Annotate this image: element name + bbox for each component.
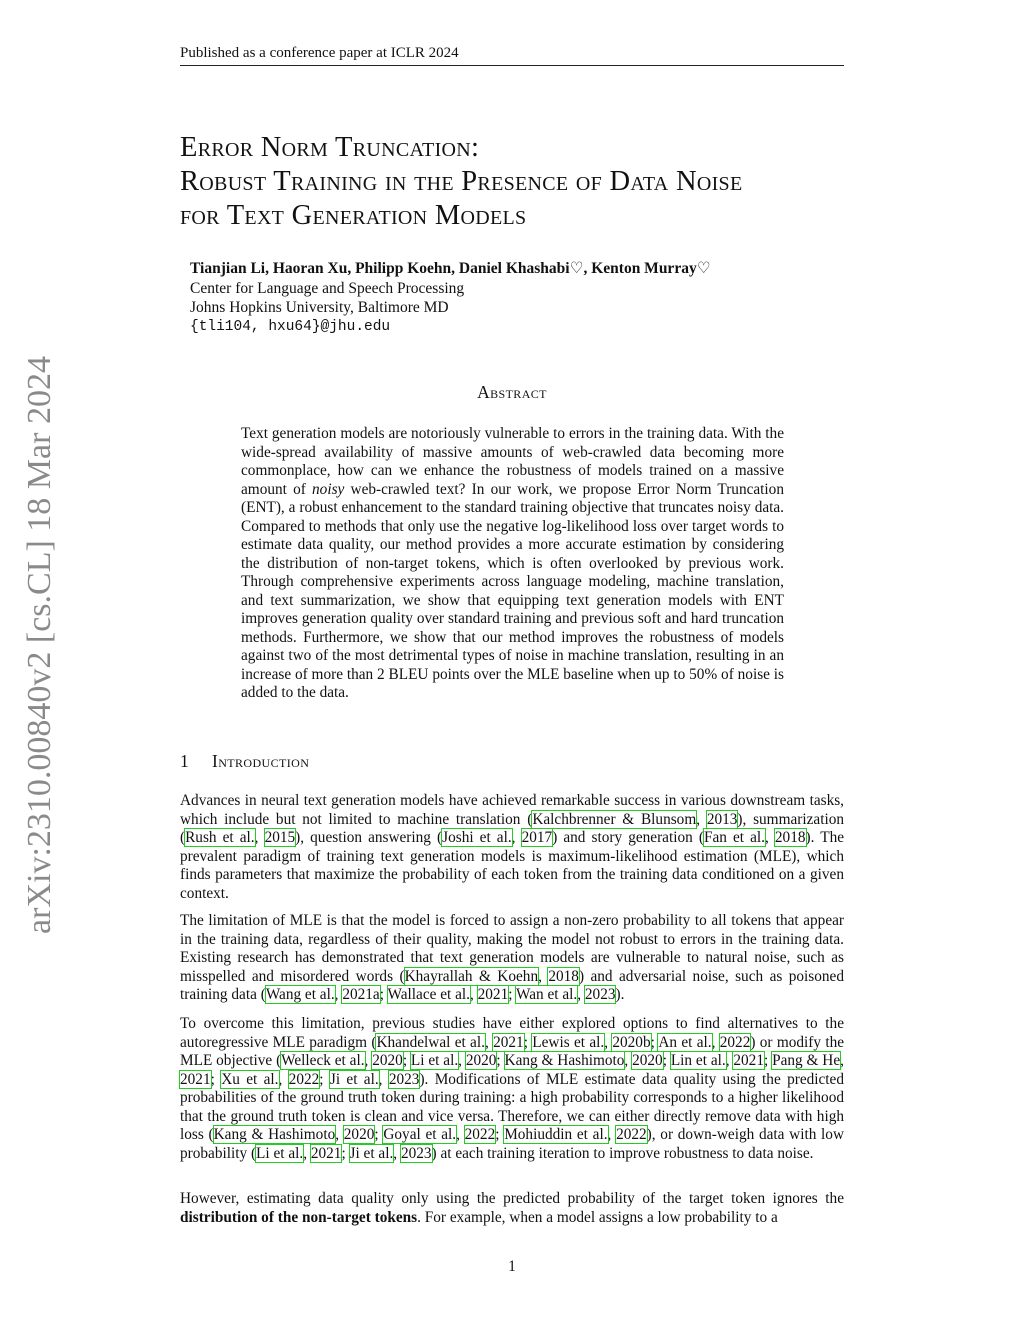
- arxiv-stamp: arXiv:2310.00840v2 [cs.CL] 18 Mar 2024: [21, 356, 58, 934]
- citation-separator: ;: [662, 1052, 671, 1069]
- abstract-text-part: Text generation models are notoriously vulnerable to errors in the training data. With the wide-spread availability of massive amounts of web-crawled data becoming more commonplace, how can we enhance the robustness of models trained on a massive amount of: [241, 425, 784, 498]
- citation-link[interactable]: Joshi et al.: [442, 829, 512, 846]
- citation-separator: ;: [496, 1052, 505, 1069]
- citation-separator: ,: [335, 1126, 344, 1143]
- paragraph-text: However, estimating data quality only using the predicted probability of the target token ignores the: [180, 1190, 844, 1207]
- citation-separator: ,: [538, 967, 549, 985]
- paragraph-text: ).: [615, 986, 625, 1003]
- citation-separator: ,: [378, 1070, 389, 1088]
- citation-link[interactable]: Li et al.: [410, 1052, 459, 1069]
- citation-separator: ,: [577, 986, 585, 1003]
- citation-link[interactable]: Khandelwal et al.: [376, 1033, 485, 1051]
- paragraph-text: Advances in neural text generation models have achieved remarkable success in various downstream tasks, which include but not limited to machine translation (: [180, 792, 844, 828]
- citation-link[interactable]: Pang & He: [772, 1052, 841, 1069]
- citation-link[interactable]: 2015: [264, 829, 296, 846]
- citation-link[interactable]: Khayrallah & Koehn: [404, 967, 539, 985]
- citation-separator: ,: [456, 1126, 465, 1143]
- intro-paragraph-4: [180, 1190, 844, 1227]
- abstract-text: [241, 425, 784, 703]
- title-line-1: Error Norm Truncation:: [180, 132, 480, 163]
- citation-link[interactable]: 2018: [548, 967, 579, 985]
- paragraph-text: ). The prevalent paradigm of training text generation models is maximum-likelihood estimation (MLE), which finds parameters that maximize the probability of each token from the training data conditioned on a given context.: [180, 829, 845, 902]
- citation-link[interactable]: 2021a: [342, 986, 380, 1003]
- citation-link[interactable]: Kalchbrenner & Blunsom: [532, 810, 697, 828]
- citation-separator: ,: [624, 1052, 633, 1069]
- citation-link[interactable]: Kang & Hashimoto: [213, 1126, 336, 1143]
- citation-link[interactable]: Li et al.: [256, 1144, 304, 1162]
- citation-separator: ;: [495, 1126, 505, 1143]
- author-email: {tli104, hxu64}@jhu.edu: [190, 318, 391, 335]
- citation-link[interactable]: Welleck et al.: [281, 1052, 365, 1069]
- citation-link[interactable]: 2022: [719, 1033, 751, 1051]
- citation-link[interactable]: Lin et al.: [670, 1052, 726, 1069]
- citation-link[interactable]: 2013: [706, 810, 738, 828]
- citation-separator: ,: [364, 1052, 373, 1069]
- citation-link[interactable]: 2020: [343, 1126, 375, 1143]
- section-title: Introduction: [212, 751, 310, 771]
- citation-link[interactable]: 2023: [400, 1144, 432, 1162]
- citation-link[interactable]: 2023: [584, 986, 616, 1003]
- citation-link[interactable]: 2020: [372, 1052, 403, 1069]
- citation-separator: ,: [254, 829, 265, 846]
- citation-separator: ;: [402, 1052, 411, 1069]
- running-header: Published as a conference paper at ICLR 2024: [180, 43, 844, 66]
- paragraph-text: ) at each training iteration to improve robustness to data noise.: [431, 1144, 814, 1162]
- citation-link[interactable]: 2018: [774, 829, 806, 846]
- citation-link[interactable]: 2017: [521, 829, 553, 846]
- citation-link[interactable]: Wan et al.: [516, 986, 578, 1003]
- citation-link[interactable]: Lewis et al.: [532, 1033, 605, 1051]
- citation-separator: ;: [341, 1144, 350, 1162]
- bold-phrase: distribution of the non-target tokens: [180, 1208, 418, 1226]
- citation-separator: ,: [840, 1052, 844, 1069]
- citation-separator: ;: [319, 1070, 330, 1088]
- citation-separator: ,: [484, 1033, 494, 1051]
- citation-separator: ,: [607, 1126, 617, 1143]
- paragraph-text: ). Modifications of MLE estimate data quality using the predicted probabilities of the ground truth token during training: a high probability corresponds to a higher likelihood that the ground truth token is clean and vice versa. Therefore, we can either directly remove data with high loss (: [180, 1070, 844, 1143]
- citation-link[interactable]: 2020b: [612, 1033, 651, 1051]
- title-line-2: Robust Training in the Presence of Data Noise: [180, 166, 743, 197]
- citation-separator: ,: [764, 829, 775, 846]
- abstract-heading: Abstract: [477, 382, 547, 402]
- citation-link[interactable]: Kang & Hashimoto: [504, 1052, 625, 1069]
- paragraph-text: To overcome this limitation, previous studies have either explored options to find alternatives to the autoregressive MLE paradigm (: [180, 1015, 844, 1051]
- citation-separator: ,: [458, 1052, 466, 1069]
- affiliation-line-1: Center for Language and Speech Processing: [190, 279, 465, 297]
- citation-link[interactable]: Ji et al.: [329, 1070, 379, 1088]
- citation-separator: ,: [278, 1070, 289, 1088]
- abstract-emphasis: noisy: [312, 480, 345, 498]
- citation-separator: ,: [511, 829, 522, 846]
- intro-paragraph-2: [180, 912, 844, 1005]
- citation-separator: ;: [523, 1033, 533, 1051]
- citation-separator: ,: [393, 1144, 401, 1162]
- section-number: 1: [180, 751, 190, 771]
- author-names: Tianjian Li, Haoran Xu, Philipp Koehn, Daniel Khashabi♡, Kenton Murray♡: [190, 260, 711, 277]
- intro-paragraph-3: [180, 1015, 844, 1163]
- citation-link[interactable]: Fan et al.: [703, 829, 765, 846]
- paragraph-text: ), question answering (: [295, 829, 443, 846]
- paper-title: [180, 131, 860, 233]
- citation-separator: ,: [711, 1033, 720, 1051]
- paragraph-text: ), or down-weigh data with low probability (: [180, 1126, 845, 1162]
- citation-link[interactable]: 2020: [465, 1052, 497, 1069]
- citation-separator: ;: [763, 1052, 773, 1069]
- citation-link[interactable]: 2023: [388, 1070, 420, 1088]
- citation-link[interactable]: Wallace et al.: [387, 986, 470, 1003]
- abstract-text-part: web-crawled text? In our work, we propose Error Norm Truncation (ENT), a robust enhancement to the standard training objective that truncates noisy data. Compared to methods that only use the negative log-likelihood loss over target words to estimate data quality, our method provides a more accurate estimation by considering the distribution of non-target tokens, which is often overlooked by previous work. Through comprehensive experiments across language modeling, machine translation, and text summarization, we show that equipping text generation models with ENT improves generation quality over standard training and previous soft and hard truncation methods. Furthermore, we show that our method improves the robustness of models against two of the most detrimental types of noise in machine translation, resulting in an increase of more than 2 BLEU points over the MLE baseline when up to 50% of noise is added to the data.: [241, 480, 784, 701]
- citation-separator: ;: [210, 1070, 222, 1088]
- intro-paragraph-1: [180, 792, 844, 903]
- citation-link[interactable]: Goyal et al.: [383, 1126, 457, 1143]
- paragraph-text: The limitation of MLE is that the model is forced to assign a non-zero probability to all tokens that appear in the training data, regardless of their quality, making the model not robust to errors in the training data. Existing research has demonstrated that text generation models are vulnerable to natural noise, such as misspelled and misordered words (: [180, 912, 844, 985]
- paragraph-text: ) and story generation (: [552, 829, 704, 846]
- citation-separator: ,: [604, 1033, 613, 1051]
- citation-link[interactable]: 2021: [477, 986, 509, 1003]
- citation-link[interactable]: Ji et al.: [349, 1144, 394, 1162]
- citation-separator: ;: [650, 1033, 659, 1051]
- citation-link[interactable]: 2022: [616, 1126, 647, 1143]
- citation-separator: ,: [303, 1144, 311, 1162]
- citation-link[interactable]: 2021: [310, 1144, 342, 1162]
- title-line-3: for Text Generation Models: [180, 200, 527, 231]
- citation-separator: ;: [508, 986, 517, 1003]
- citation-separator: ,: [469, 986, 478, 1003]
- author-block: [190, 259, 840, 337]
- citation-link[interactable]: Xu et al.: [221, 1070, 279, 1088]
- citation-link[interactable]: 2021: [493, 1033, 524, 1051]
- paragraph-text: ) or modify the MLE objective (: [180, 1033, 845, 1069]
- paragraph-text: ), summarization (: [180, 810, 844, 846]
- page-number: 1: [508, 1258, 516, 1275]
- citation-link[interactable]: 2021: [180, 1070, 211, 1088]
- paragraph-text: ) and adversarial noise, such as poisoned training data (: [180, 967, 844, 1003]
- citation-separator: ;: [379, 986, 388, 1003]
- citation-link[interactable]: Wang et al.: [265, 986, 335, 1003]
- citation-link[interactable]: Rush et al.: [185, 829, 255, 846]
- affiliation-line-2: Johns Hopkins University, Baltimore MD: [190, 299, 449, 316]
- citation-separator: ;: [374, 1126, 384, 1143]
- citation-link[interactable]: Mohiuddin et al.: [504, 1126, 608, 1143]
- citation-link[interactable]: 2021: [733, 1052, 764, 1069]
- citation-link[interactable]: 2022: [288, 1070, 320, 1088]
- citation-link[interactable]: 2020: [632, 1052, 663, 1069]
- citation-separator: ,: [334, 986, 343, 1003]
- citation-link[interactable]: 2022: [464, 1126, 496, 1143]
- citation-link[interactable]: An et al.: [658, 1033, 712, 1051]
- introduction-heading: [180, 751, 309, 772]
- citation-separator: ,: [696, 810, 707, 828]
- citation-separator: ,: [725, 1052, 734, 1069]
- paragraph-text: . For example, when a model assigns a low probability to a: [417, 1208, 778, 1226]
